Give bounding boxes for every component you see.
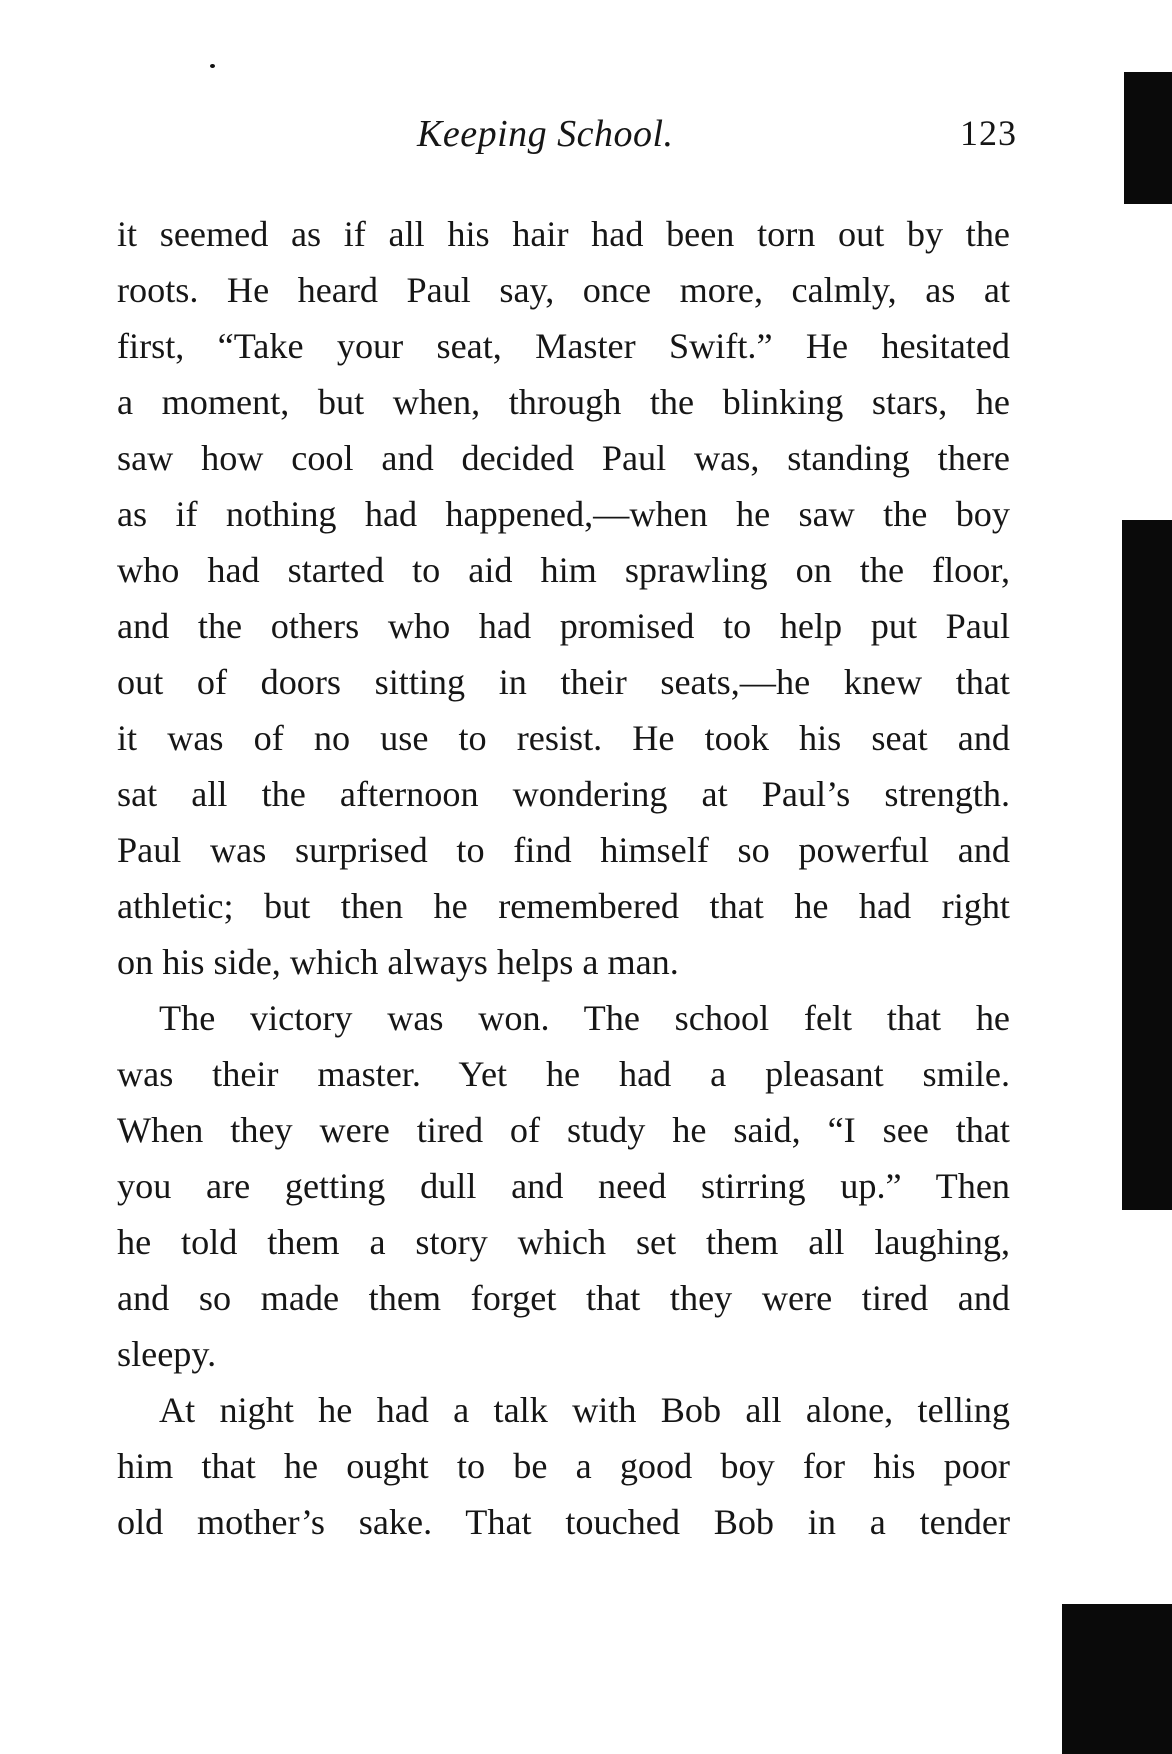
paragraph-1 — [117, 206, 1010, 990]
text-line: Paul was surprised to find himself so powerful and — [117, 830, 1010, 870]
paragraph-2 — [117, 990, 1010, 1382]
running-title: Keeping School. — [417, 113, 674, 155]
page-header — [117, 112, 1017, 172]
text-line: was their master. Yet he had a pleasant smile. — [117, 1054, 1010, 1094]
text-line: a moment, but when, through the blinking stars, he — [117, 382, 1010, 422]
scan-edge-bottom — [1062, 1604, 1172, 1754]
text-line: it seemed as if all his hair had been torn out by the — [117, 214, 1010, 254]
scan-edge-middle — [1122, 520, 1172, 1210]
text-line: old mother’s sake. That touched Bob in a tender — [117, 1502, 1010, 1542]
text-line: who had started to aid him sprawling on the floor, — [117, 550, 1010, 590]
text-line: you are getting dull and need stirring up.” Then — [117, 1166, 1010, 1206]
scan-edge-top — [1124, 72, 1172, 204]
text-line: him that he ought to be a good boy for his poor — [117, 1446, 1010, 1486]
text-line: he told them a story which set them all laughing, — [117, 1222, 1010, 1262]
text-line: athletic; but then he remembered that he had right — [117, 886, 1010, 926]
text-line: and so made them forget that they were tired and — [117, 1278, 1010, 1318]
text-line: sleepy. — [117, 1334, 217, 1374]
text-line: At night he had a talk with Bob all alone, telling — [159, 1390, 1010, 1430]
paragraph-3 — [117, 1382, 1010, 1550]
body-text — [117, 206, 1010, 1550]
text-line: The victory was won. The school felt that he — [159, 998, 1010, 1038]
text-line: first, “Take your seat, Master Swift.” He hesitated — [117, 326, 1010, 366]
text-line: roots. He heard Paul say, once more, calmly, as at — [117, 270, 1010, 310]
text-line: sat all the afternoon wondering at Paul’s strength. — [117, 774, 1010, 814]
text-line: out of doors sitting in their seats,—he knew that — [117, 662, 1010, 702]
text-line: When they were tired of study he said, “I see that — [117, 1110, 1010, 1150]
text-line: it was of no use to resist. He took his seat and — [117, 718, 1010, 758]
scan-speck — [210, 64, 215, 68]
text-line: as if nothing had happened,—when he saw the boy — [117, 494, 1010, 534]
text-line: and the others who had promised to help put Paul — [117, 606, 1010, 646]
page-number: 123 — [960, 113, 1017, 153]
text-line: saw how cool and decided Paul was, standing there — [117, 438, 1010, 478]
text-line: on his side, which always helps a man. — [117, 942, 679, 982]
